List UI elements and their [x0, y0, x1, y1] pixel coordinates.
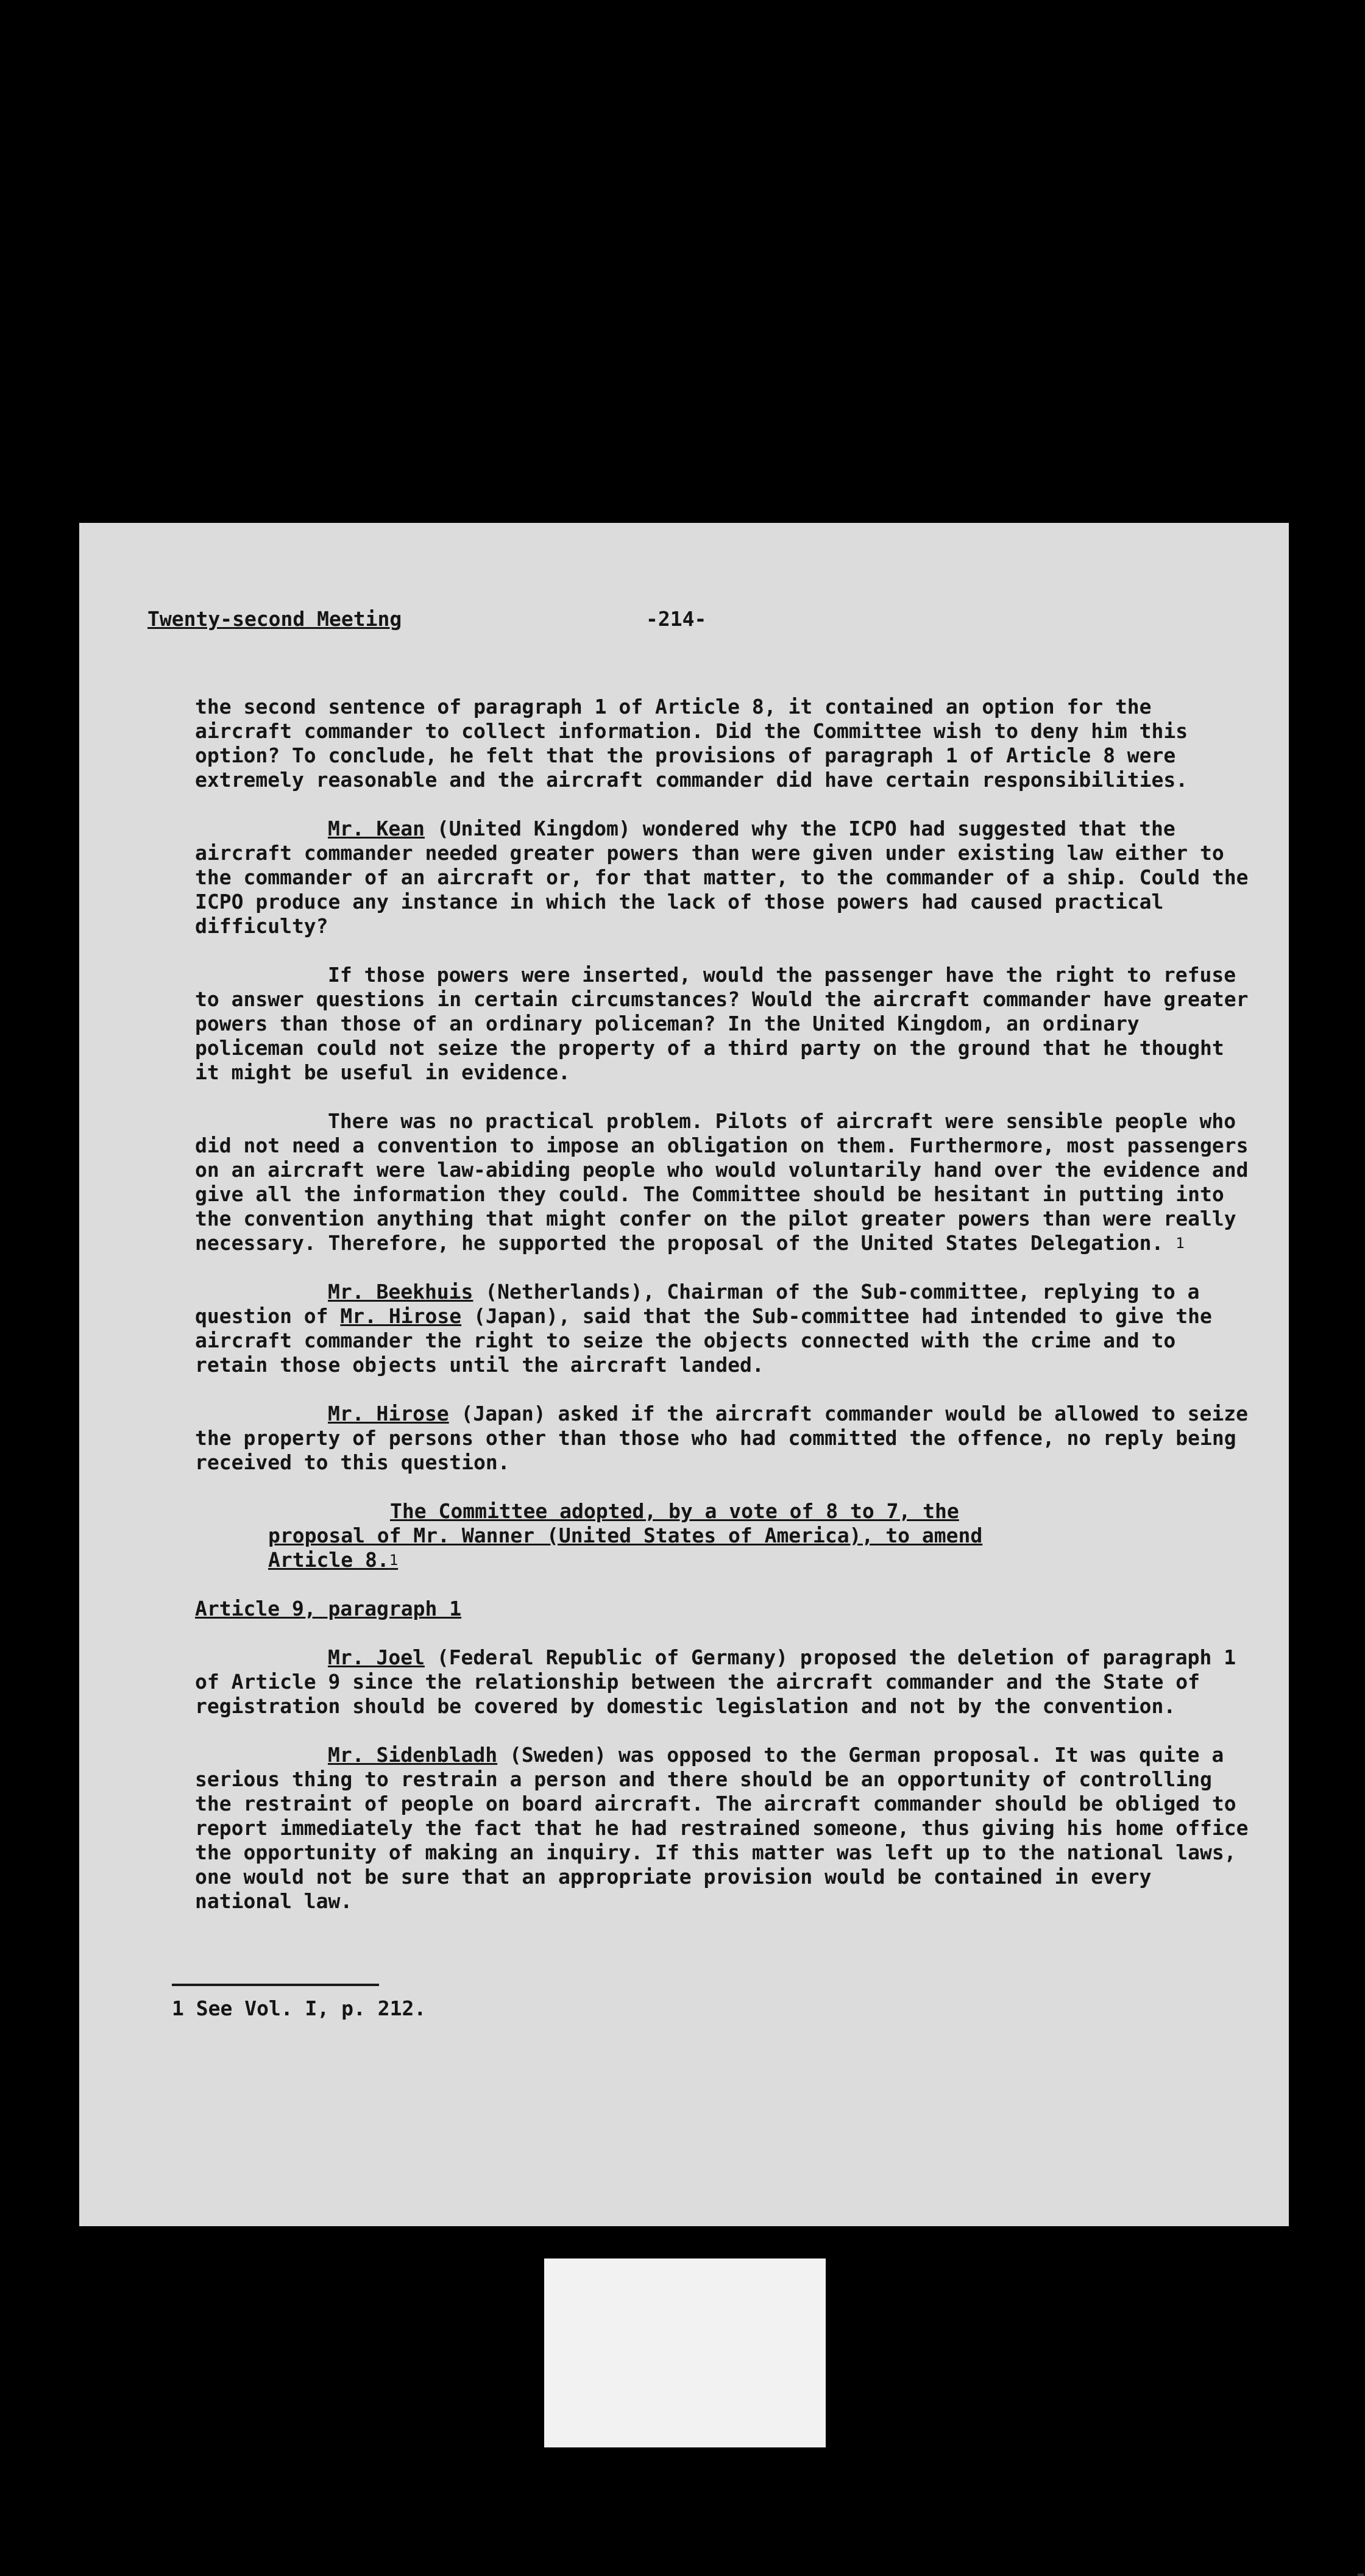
document-page — [79, 523, 1289, 2226]
blank-tab — [544, 2258, 826, 2447]
footnote: 1 See Vol. I, p. 212. — [172, 1996, 427, 2020]
paragraph-text: If those powers were inserted, would the passenger have the right to refuse to answer questions in certain circumstances? Would the aircraft commander have greater powers than those of an ordinary policeman? In the United Kingdom, an ordinary policeman could not seize the property of a third party on the ground that he thought it might be useful in evidence. — [195, 963, 1249, 1084]
paragraph-powers — [195, 963, 1255, 1085]
paragraph-hirose — [195, 1402, 1255, 1475]
committee-resolution — [195, 1499, 1048, 1572]
paragraph-practical-problem — [195, 1109, 1255, 1255]
speaker-name: Mr. Hirose — [340, 1304, 462, 1328]
footnote-divider — [172, 1984, 379, 1986]
section-heading: Article 9, paragraph 1 — [195, 1597, 462, 1620]
edge-mark — [1358, 2574, 1364, 2576]
paragraph-text: There was no practical problem. Pilots of aircraft were sensible people who did not need a convention to impose an obligation on them. Furthermore, most passengers on an aircraft were law-abiding people who would voluntarily hand over the evidence and give all the information they could. The Committee should be hesitant in putting into the convention anything that might confer on the pilot greater powers than were really necessary. Therefore, he supported the proposal of the United States Delegation. — [195, 1109, 1249, 1255]
paragraph-beekhuis — [195, 1280, 1255, 1377]
page-number: -214- — [646, 607, 707, 631]
paragraph-joel — [195, 1645, 1255, 1719]
footnote-marker: 1 — [1175, 1235, 1185, 1252]
paragraph-text: (Sweden) was opposed to the German proposal. It was quite a serious thing to restrain a person and there should be an opportunity of controlling the restraint of people on board aircraft. The aircraft commander should be obliged to report immediately the fact that he had restrained someone, thus giving his home office the opportunity of making an inquiry. If this matter was left up to the national laws, one would not be sure that an appropriate provision would be contained in every national law. — [195, 1743, 1249, 1913]
paragraph-sidenbladh — [195, 1743, 1255, 1914]
paragraph-kean — [195, 817, 1255, 939]
speaker-name: Mr. Sidenbladh — [328, 1743, 498, 1767]
speaker-name: Mr. Joel — [328, 1645, 425, 1669]
paragraph-continuation — [195, 695, 1255, 792]
document-body — [195, 695, 1255, 1938]
paragraph-text: (United Kingdom) wondered why the ICPO had suggested that the aircraft commander needed greater powers than were given under existing law either to the commander of an aircraft or, for that matter, to the commander of a ship. Could the ICPO produce any instance in which the lack of those powers had caused practical difficulty? — [195, 817, 1249, 938]
paragraph-text: (Federal Republic of Germany) proposed the deletion of paragraph 1 of Article 9 since the relationship between the aircraft commander and the State of registration should be covered by domestic legislation and not by the convention. — [195, 1645, 1236, 1718]
speaker-name: Mr. Hirose — [328, 1402, 449, 1425]
resolution-text: The Committee adopted, by a vote of 8 to 7, the proposal of Mr. Wanner (United States of America), to amend Article 8. — [268, 1499, 983, 1572]
speaker-name: Mr. Kean — [328, 817, 425, 840]
speaker-name: Mr. Beekhuis — [328, 1280, 473, 1304]
paragraph-text: (Japan) asked if the aircraft commander would be allowed to seize the property of persons other than those who had committed the offence, no reply being received to this question. — [195, 1402, 1248, 1474]
paragraph-text: (Netherlands), Chairman of the Sub-committee, replying to a question of — [195, 1280, 1200, 1328]
paragraph-text: the second sentence of paragraph 1 of Article 8, it contained an option for the aircraft commander to collect information. Did the Committee wish to deny him this option? To conclude, he felt that the provisions of paragraph 1 of Article 8 were extremely reasonable and the aircraft commander did have certain responsibilities. — [195, 695, 1188, 792]
paragraph-text: (Japan), said that the Sub-committee had intended to give the aircraft commander the right to seize the objects connected with the crime and to retain those objects until the aircraft landed. — [195, 1304, 1212, 1377]
meeting-header: Twenty-second Meeting — [147, 607, 402, 631]
footnote-marker: 1 — [389, 1552, 399, 1569]
